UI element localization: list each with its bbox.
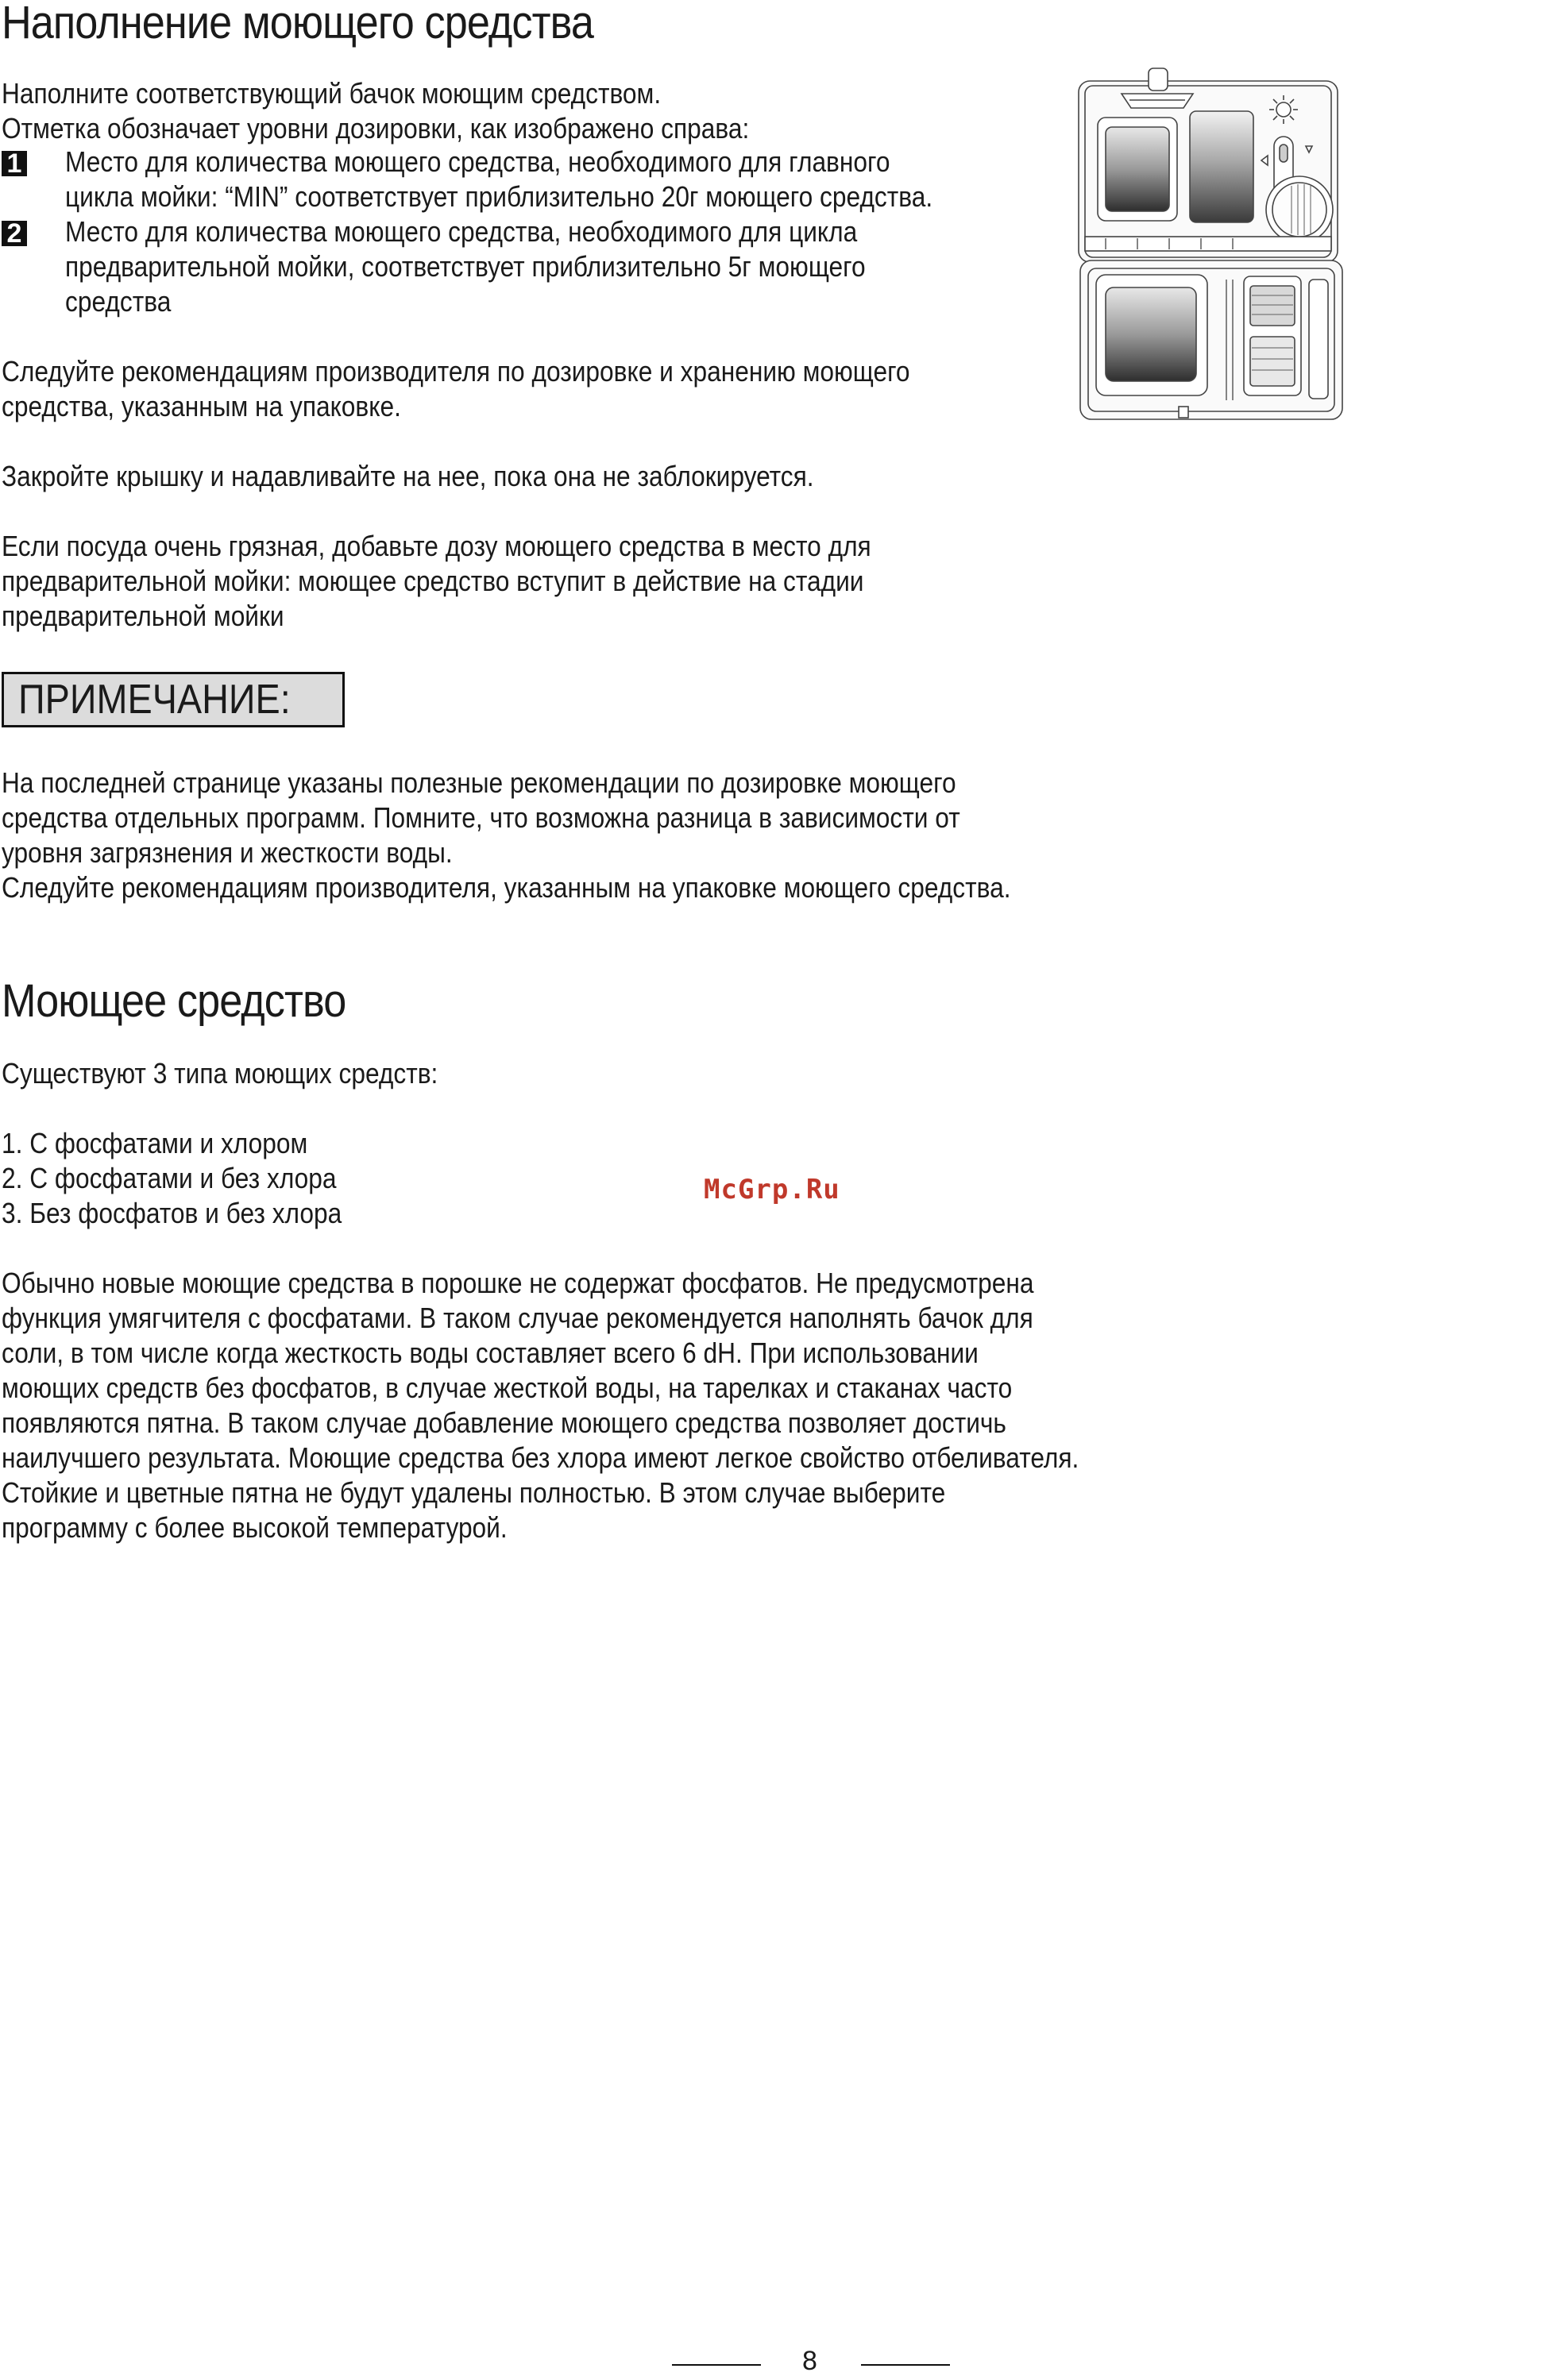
dose-item-1-text [65,145,932,214]
paragraph-line: наилучшего результата. Моющие средства без хлора имеют легкое свойство отбеливателя. [2,1441,1079,1474]
note-line: На последней странице указаны полезные рекомендации по дозировке моющего [2,766,956,799]
intro-line: Наполните соответствующий бачок моющим средством. [2,77,662,110]
detergent-types-intro [2,1056,438,1091]
item-line: Место для количества моющего средства, необходимого для цикла [65,215,858,248]
watermark: McGrp.Ru [704,1174,840,1205]
detergent-dispenser-illustration [1074,62,1344,427]
note-line: Следуйте рекомендациям производителя, указанным на упаковке моющего средства. [2,871,1011,904]
paragraph-line: соли, в том числе когда жесткость воды составляет всего 6 dH. При использовании [2,1337,979,1369]
number-badge-1: 1 [2,151,27,176]
item-line: цикла мойки: “MIN” соответствует приблизительно 20г моющего средства. [65,180,933,213]
footer-rule-right [861,2364,950,2366]
intro-line: Существуют 3 типа моющих средств: [2,1057,438,1090]
note-line: уровня загрязнения и жесткости воды. [2,836,453,869]
list-item: 1. С фосфатами и хлором [2,1127,308,1159]
note-paragraph [2,766,1011,905]
intro-paragraph [2,76,749,146]
dose-item-2 [2,218,27,249]
footer-rule-left [672,2364,761,2366]
item-line: средства [65,285,172,318]
list-item: 2. С фосфатами и без хлора [2,1162,337,1194]
paragraph-line: предварительной мойки: моющее средство вступит в действие на стадии [2,565,864,597]
detergent-paragraph [2,1266,1079,1545]
paragraph-line: Стойкие и цветные пятна не будут удалены полностью. В этом случае выберите [2,1476,946,1509]
detergent-types-list [2,1126,342,1231]
paragraph-line: моющих средств без фосфатов, в случае жесткой воды, на тарелках и стаканах часто [2,1371,1013,1404]
dirty-dishes-paragraph [2,529,871,634]
paragraph-line: Если посуда очень грязная, добавьте дозу моющего средства в место для [2,530,871,562]
paragraph-line: средства, указанным на упаковке. [2,390,401,422]
paragraph-line: предварительной мойки [2,600,284,632]
paragraph-line: Закройте крышку и надавливайте на нее, пока она не заблокируется. [2,460,814,492]
paragraph-line: программу с более высокой температурой. [2,1511,508,1544]
close-lid-paragraph [2,459,814,494]
paragraph-line: Следуйте рекомендациям производителя по дозировке и хранению моющего [2,355,910,388]
dose-item-2-text [65,214,866,319]
page-number: 8 [802,2346,817,2376]
paragraph-line: Обычно новые моющие средства в порошке не содержат фосфатов. Не предусмотрена [2,1267,1034,1299]
paragraph-line: появляются пятна. В таком случае добавление моющего средства позволяет достичь [2,1406,1006,1439]
note-label: ПРИМЕЧАНИЕ: [18,677,291,723]
item-line: Место для количества моющего средства, необходимого для главного [65,145,890,178]
dose-item-1 [2,149,27,179]
item-line: предварительной мойки, соответствует приблизительно 5г моющего [65,250,866,283]
section-title-detergent: Моющее средство [2,975,346,1027]
section-title-filling: Наполнение моющего средства [2,0,593,48]
number-badge-2: 2 [2,221,27,246]
paragraph-line: функция умягчителя с фосфатами. В таком случае рекомендуется наполнять бачок для [2,1302,1033,1334]
note-line: средства отдельных программ. Помните, что возможна разница в зависимости от [2,801,960,834]
follow-recommendations-paragraph [2,354,910,424]
note-label-box [2,672,345,727]
list-item: 3. Без фосфатов и без хлора [2,1197,342,1229]
intro-line: Отметка обозначает уровни дозировки, как изображено справа: [2,112,750,145]
